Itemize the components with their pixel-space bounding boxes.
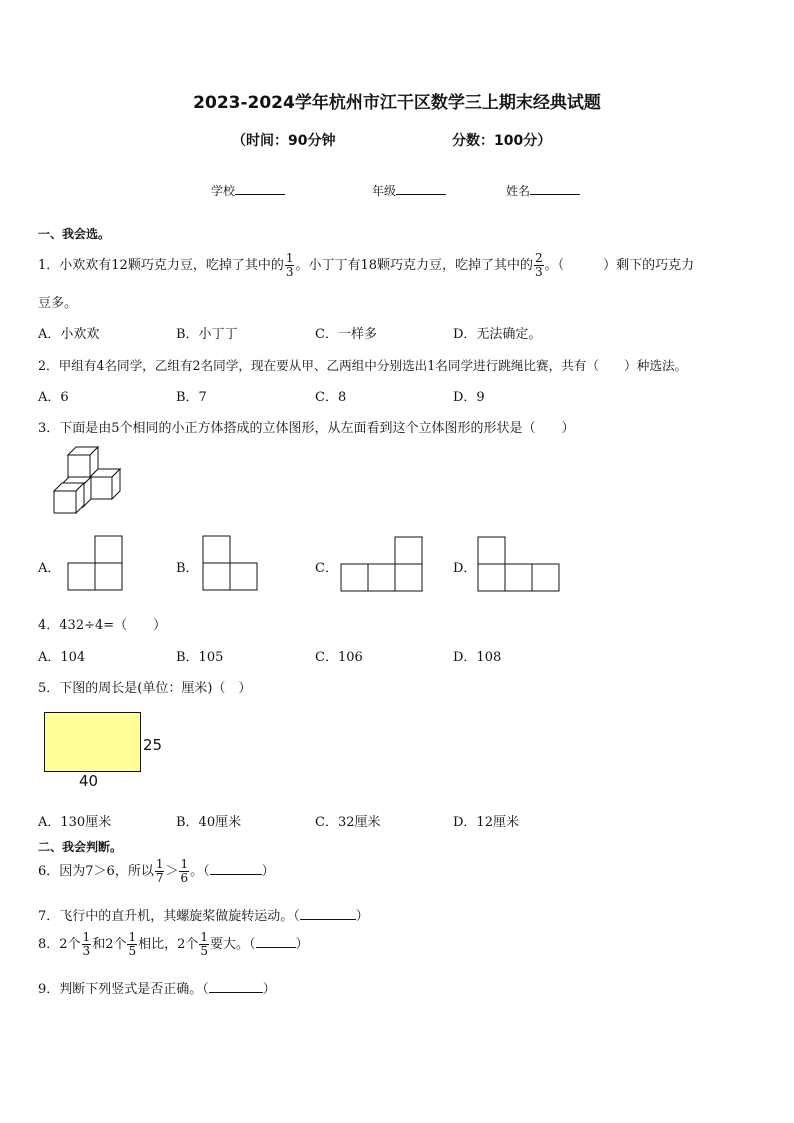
q2-option-b[interactable]: B．7: [176, 390, 207, 405]
q8-text-c: 相比，2个: [138, 937, 199, 952]
q9-text-a: 9．判断下列竖式是否正确。（: [38, 982, 209, 997]
q6-text-b: 。（: [190, 864, 210, 879]
question-1: [38, 252, 694, 279]
q1-text-a: 1．小欢欢有12颗巧克力豆，吃掉了其中的: [38, 258, 284, 273]
q6-text-c: ）: [261, 864, 275, 879]
q5-option-d[interactable]: D．12厘米: [453, 815, 519, 830]
question-2: 2．甲组有4名同学，乙组有2名同学，现在要从甲、乙两组中分别选出1名同学进行跳绳比赛，共有（ ）种选法。: [38, 358, 688, 373]
rectangle-bottom-label: 40: [79, 772, 99, 790]
q3-option-c[interactable]: C．: [315, 561, 338, 576]
q3-option-d[interactable]: D．: [453, 561, 477, 576]
name-field[interactable]: [506, 182, 580, 199]
q7-text-a: 7．飞行中的直升机，其螺旋桨做旋转运动。（: [38, 909, 300, 924]
q1-option-b[interactable]: B．小丁丁: [176, 327, 238, 342]
exam-score: 分数：100分）: [452, 133, 552, 149]
exam-time: （时间：90分钟: [232, 133, 336, 149]
question-7: [38, 905, 369, 924]
question-8: [38, 931, 309, 958]
q6-answer-blank[interactable]: [210, 862, 262, 875]
q1-option-c[interactable]: C．一样多: [315, 327, 377, 342]
q3-option-b[interactable]: B．: [176, 561, 199, 576]
school-label: 学校: [211, 184, 236, 198]
q7-answer-blank[interactable]: [300, 907, 356, 920]
q2-option-d[interactable]: D．9: [453, 390, 485, 405]
q1-text-b: 。小丁丁有18颗巧克力豆，吃掉了其中的: [295, 258, 534, 273]
fraction-1-6: $\frac{1}{6}$: [180, 857, 189, 885]
q1-option-d[interactable]: D．无法确定。: [453, 327, 542, 342]
fraction-1-3-b: $\frac{1}{3}$: [82, 930, 91, 958]
question-6: [38, 858, 275, 885]
fraction-1-5-b: $\frac{1}{5}$: [200, 930, 209, 958]
q3-shape-a: [68, 535, 124, 591]
question-4: 4．432÷4=（ ）: [38, 618, 167, 633]
q3-option-a[interactable]: A．: [38, 561, 61, 576]
q3-shape-d: [478, 537, 561, 593]
rectangle-side-label: 25: [143, 736, 163, 754]
school-field[interactable]: [211, 182, 285, 199]
q1-text-c: 。（ ）剩下的巧克力: [544, 258, 695, 273]
q4-option-b[interactable]: B．105: [176, 650, 224, 665]
q8-text-a: 8．2个: [38, 937, 81, 952]
q6-gt: ＞: [165, 864, 179, 879]
q5-option-c[interactable]: C．32厘米: [315, 815, 381, 830]
q9-text-b: ）: [262, 982, 276, 997]
q8-text-b: 和2个: [92, 937, 127, 952]
q2-option-a[interactable]: A．6: [38, 390, 69, 405]
fraction-1-7: $\frac{1}{7}$: [155, 857, 164, 885]
q1-text-d: 豆多。: [38, 296, 78, 311]
q3-shape-b: [203, 535, 259, 591]
question-9: [38, 978, 276, 997]
q7-text-b: ）: [355, 909, 369, 924]
q4-option-a[interactable]: A．104: [38, 650, 86, 665]
question-3: 3．下面是由5个相同的小正方体搭成的立体图形，从左面看到这个立体图形的形状是（ ）: [38, 421, 575, 436]
q8-answer-blank[interactable]: [256, 935, 296, 948]
q4-option-c[interactable]: C．106: [315, 650, 363, 665]
q3-shape-c: [341, 537, 424, 593]
fraction-2-3: $\frac{2}{3}$: [535, 251, 543, 279]
fraction-1-3: $\frac{1}{3}$: [285, 251, 294, 279]
name-label: 姓名: [506, 184, 531, 198]
q2-option-c[interactable]: C．8: [315, 390, 347, 405]
q8-text-d: 要大。（: [210, 937, 256, 952]
fraction-1-5: $\frac{1}{5}$: [128, 930, 137, 958]
page-title: 2023-2024学年杭州市江干区数学三上期末经典试题: [193, 93, 601, 113]
rectangle-figure: [44, 712, 141, 772]
grade-field[interactable]: [372, 182, 446, 199]
grade-label: 年级: [372, 184, 397, 198]
q6-text-a: 6．因为7＞6，所以: [38, 864, 154, 879]
q8-text-e: ）: [295, 937, 309, 952]
question-5: 5．下图的周长是(单位：厘米)（ ）: [38, 681, 252, 696]
section-heading-1: 一、我会选。: [38, 227, 111, 241]
q1-option-a[interactable]: A．小欢欢: [38, 327, 100, 342]
cube-stack-figure: [50, 447, 130, 522]
section-heading-2: 二、我会判断。: [38, 840, 123, 854]
q5-option-a[interactable]: A．130厘米: [38, 815, 112, 830]
q9-answer-blank[interactable]: [209, 980, 263, 993]
q4-option-d[interactable]: D．108: [453, 650, 502, 665]
q5-option-b[interactable]: B．40厘米: [176, 815, 242, 830]
